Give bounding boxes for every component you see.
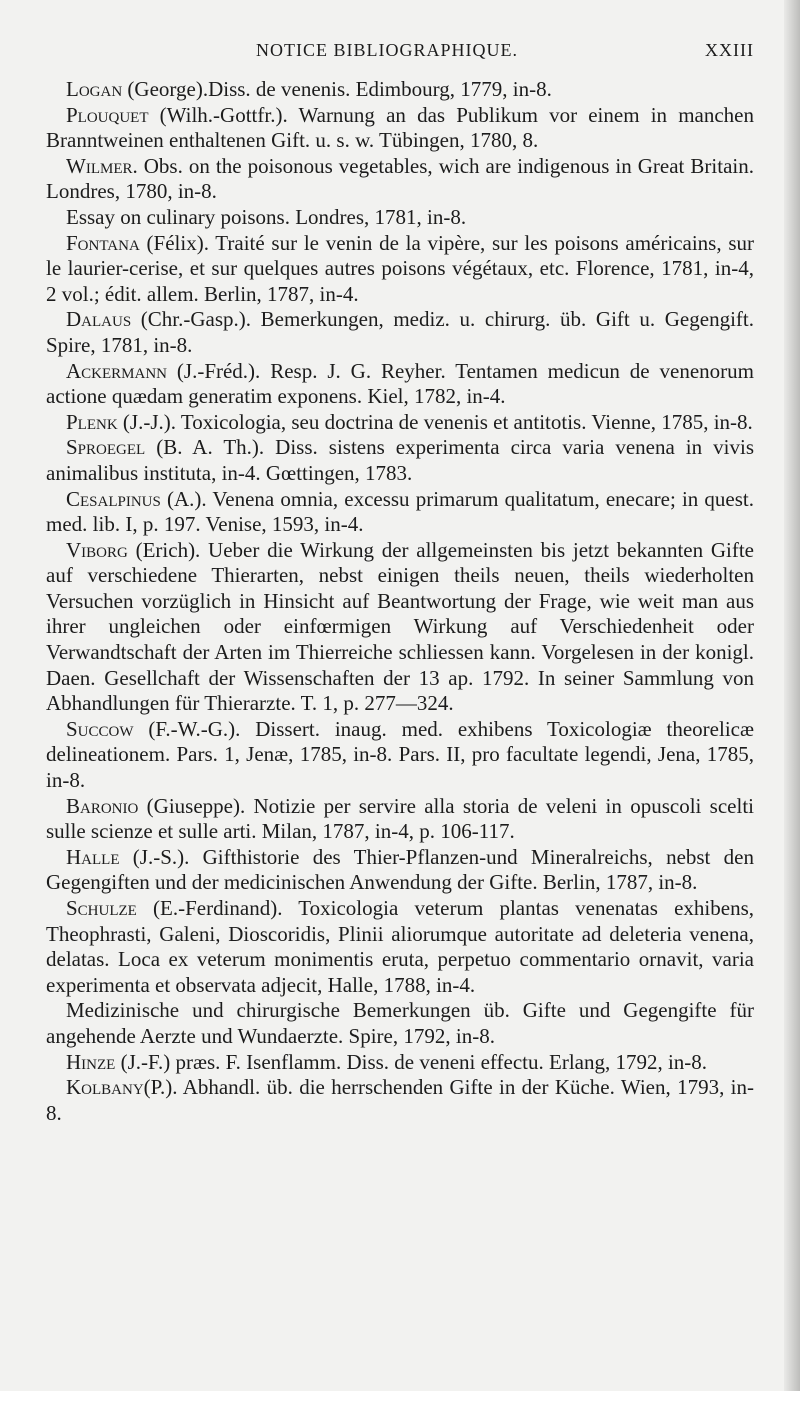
entry-author: Fontana	[66, 230, 140, 255]
bibliography-entry	[46, 1050, 754, 1076]
entry-author: Cesalpinus	[66, 486, 161, 511]
bibliography-entry	[46, 359, 754, 410]
entry-author: Viborg	[66, 537, 128, 562]
entry-author: Plenk	[66, 409, 118, 434]
bibliography-entry	[46, 231, 754, 308]
bibliography-entry	[46, 896, 754, 998]
entry-author: Succow	[66, 716, 134, 741]
page-number: XXIII	[705, 40, 754, 60]
bibliography-entry	[46, 538, 754, 717]
entry-text: Essay on culinary poisons. Londres, 1781, in-8.	[66, 204, 467, 229]
bibliography-entry	[46, 307, 754, 358]
page-bottom-margin	[0, 1391, 800, 1409]
entry-text: (Wilh.-Gottfr.). Warnung an das Publikum vor einem in manchen Branntweinen enthaltenen Gift. u. s. w. Tübingen, 1780, 8.	[46, 102, 754, 153]
entry-author: Kolbany	[66, 1075, 144, 1100]
entry-text: (J.-S.). Gifthistorie des Thier-Pflanzen-und Mineralreichs, nebst den Gegengiften und der medicinischen Anwendung der Gifte. Berlin, 1787, in-8.	[46, 844, 754, 895]
entry-author: Logan	[66, 77, 123, 101]
running-header	[46, 36, 754, 70]
entry-author: Schulze	[66, 896, 137, 920]
bibliography-entry	[46, 998, 754, 1049]
bibliography-entry	[46, 205, 754, 231]
running-title: NOTICE BIBLIOGRAPHIQUE.	[256, 40, 518, 60]
entry-author: Sproegel	[66, 435, 146, 460]
bibliography-entry	[46, 717, 754, 794]
entry-text: (Félix). Traité sur le venin de la vipère, sur les poisons américains, sur le laurier-cerise, et sur quelques autres poisons végétaux, etc. Florence, 1781, in-4, 2 vol.; édit. allem. Berlin, 1787, in-4.	[46, 230, 754, 306]
entry-author: Ackermann	[66, 358, 168, 383]
entry-text: Medizinische und chirurgische Bemerkungen üb. Gifte und Gegengifte für angehende Aerzte und Wundaerzte. Spire, 1792, in-8.	[46, 998, 754, 1048]
entry-text: (P.). Abhandl. üb. die herrschenden Gifte in der Küche. Wien, 1793, in-8.	[46, 1075, 754, 1125]
entry-author: Dalaus	[66, 307, 132, 332]
entry-text: (A.). Venena omnia, excessu primarum qualitatum, enecare; in quest. med. lib. I, p. 197. Venise, 1593, in-4.	[46, 486, 754, 537]
entry-text: (E.-Ferdinand). Toxicologia veterum plantas venenatas exhibens, Theophrasti, Galeni, Dioscoridis, Plinii aliorumque autoritate ad deleteria venena, delatas. Loca ex veterum monimentis eruta, perpetuo commentario ornavit, varia experimenta et observata adjecit, Halle, 1788, in-4.	[46, 896, 754, 997]
bibliography-entry	[46, 410, 754, 436]
bibliography-entry	[46, 154, 754, 205]
entry-text: (George).Diss. de venenis. Edimbourg, 1779, in-8.	[122, 77, 552, 101]
entry-text: . Obs. on the poisonous vegetables, wich are indigenous in Great Britain. Londres, 1780, in-8.	[46, 153, 754, 204]
entry-text: (J.-Fréd.). Resp. J. G. Reyher. Tentamen medicun de venenorum actione quædam generatim exponens. Kiel, 1782, in-4.	[46, 358, 754, 409]
bibliography-list	[46, 77, 754, 1126]
entry-text: (Erich). Ueber die Wirkung der allgemeinsten bis jetzt bekannten Gifte auf verschiedene Thierarten, nebst einigen theils neuen, theils wiederholten Versuchen vorzüglich in Hinsicht auf Beantwortung der Frage, wie weit man aus ihrer ungleichen oder einfœrmigen Wirkung auf Verschiedenheit oder Verwandtschaft der Arten im Thierreiche schliessen kann. Vorgelesen in der konigl. Daen. Gesellchaft der Wissenschaften der 13 ap. 1792. In seiner Sammlung von Abhandlungen für Thierarzte. T. 1, p. 277—324.	[46, 537, 754, 716]
entry-text: (J.-J.). Toxicologia, seu doctrina de venenis et antitotis. Vienne, 1785, in-8.	[117, 409, 753, 434]
bibliography-entry	[46, 77, 754, 103]
bibliography-entry	[46, 845, 754, 896]
entry-author: Hinze	[66, 1049, 116, 1074]
entry-author: Plouquet	[66, 102, 149, 127]
entry-author: Wilmer	[66, 153, 133, 178]
entry-text: (B. A. Th.). Diss. sistens experimenta circa varia venena in vivis animalibus instituta, in-4. Gœttingen, 1783.	[46, 435, 754, 485]
page-edge-shadow	[784, 0, 800, 1409]
bibliography-entry	[46, 435, 754, 486]
entry-text: (J.-F.) præs. F. Isenflamm. Diss. de veneni effectu. Erlang, 1792, in-8.	[115, 1049, 708, 1074]
bibliography-entry	[46, 794, 754, 845]
entry-text: (Chr.-Gasp.). Bemerkungen, mediz. u. chirurg. üb. Gift u. Gegengift. Spire, 1781, in-8.	[46, 307, 754, 357]
entry-author: Halle	[66, 844, 120, 869]
entry-text: (Giuseppe). Notizie per servire alla storia de veleni in opuscoli scelti sulle scienze et sulle arti. Milan, 1787, in-4, p. 106-117.	[46, 793, 754, 844]
bibliography-entry	[46, 487, 754, 538]
bibliography-entry	[46, 103, 754, 154]
entry-text: (F.-W.-G.). Dissert. inaug. med. exhibens Toxicologiæ theorelicæ delineationem. Pars. 1, Jenæ, 1785, in-8. Pars. II, pro facultate legendi, Jena, 1785, in-8.	[46, 716, 754, 793]
bibliography-entry	[46, 1075, 754, 1126]
entry-author: Baronio	[66, 793, 139, 818]
